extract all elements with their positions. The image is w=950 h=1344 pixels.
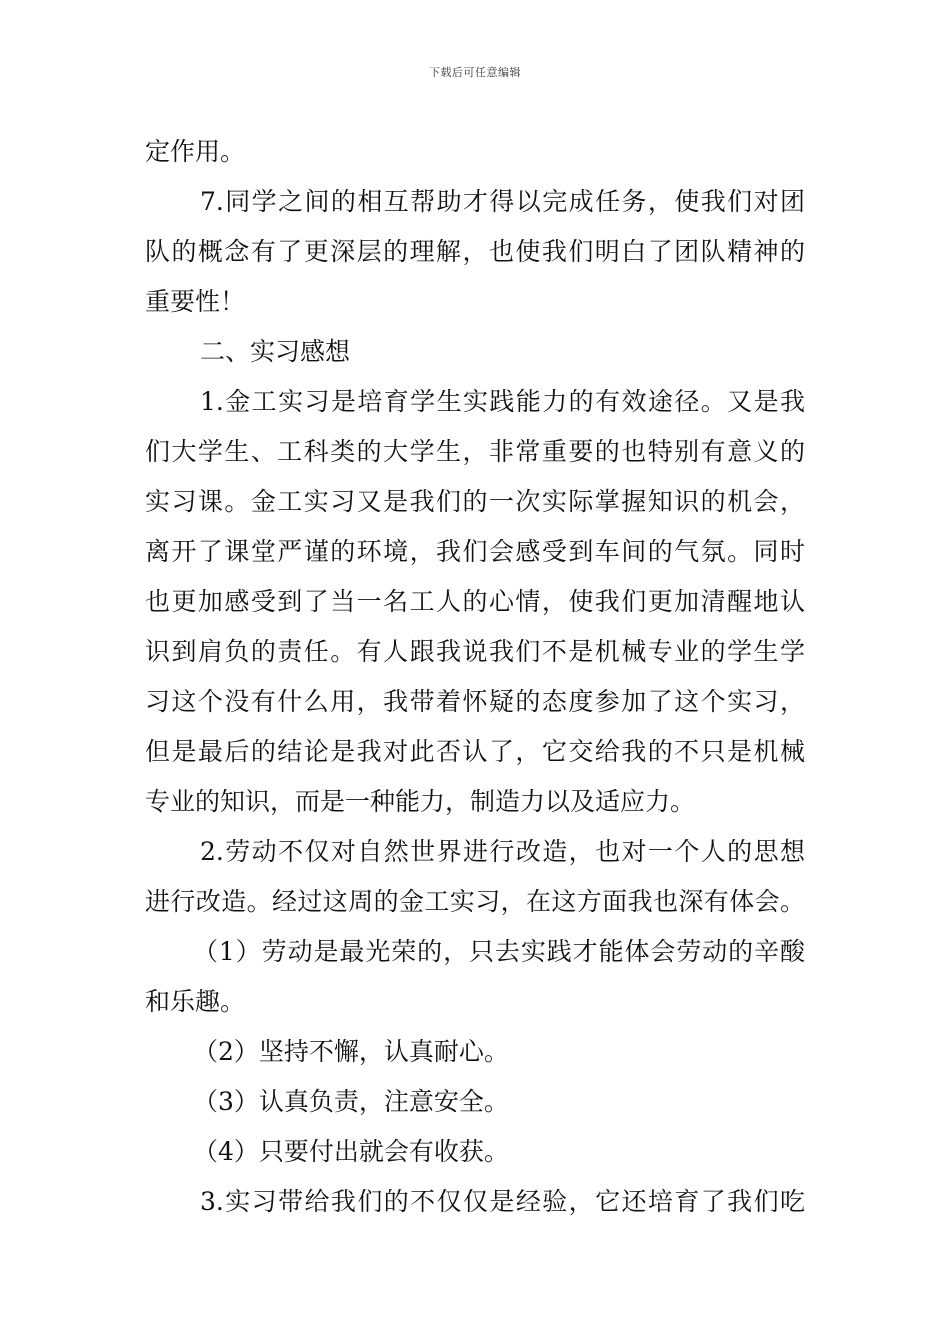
section-heading: 二、实习感想 — [200, 337, 351, 366]
text-line: 习这个没有什么用，我带着怀疑的态度参加了这个实习， — [145, 687, 805, 716]
text-line: 实习课。金工实习又是我们的一次实际掌握知识的机会， — [145, 487, 805, 516]
text-line: 定作用。 — [145, 137, 246, 166]
text-line: 识到肩负的责任。有人跟我说我们不是机械专业的学生学 — [145, 637, 805, 666]
text-line: 也更加感受到了当一名工人的心情，使我们更加清醒地认 — [145, 587, 805, 616]
text-line: （2）坚持不懈，认真耐心。 — [193, 1037, 509, 1066]
page-header-note: 下载后可任意编辑 — [429, 66, 521, 79]
text-line: 重要性！ — [145, 287, 246, 316]
text-line: 队的概念有了更深层的理解，也使我们明白了团队精神的 — [145, 237, 805, 266]
text-line: 们大学生、工科类的大学生，非常重要的也特别有意义的 — [145, 437, 805, 466]
text-line: 2.劳动不仅对自然世界进行改造，也对一个人的思想 — [200, 837, 805, 866]
text-line: 7.同学之间的相互帮助才得以完成任务，使我们对团 — [200, 187, 805, 216]
text-line: 进行改造。经过这周的金工实习，在这方面我也深有体会。 — [145, 887, 805, 916]
document-body — [145, 127, 805, 1227]
text-line: （3）认真负责，注意安全。 — [193, 1087, 509, 1116]
text-line: 和乐趣。 — [145, 987, 246, 1016]
text-line: 3.实习带给我们的不仅仅是经验，它还培育了我们吃 — [200, 1187, 805, 1216]
text-line: 专业的知识，而是一种能力，制造力以及适应力。 — [145, 787, 696, 816]
text-line: 但是最后的结论是我对此否认了，它交给我的不只是机械 — [145, 737, 805, 766]
text-line: （4）只要付出就会有收获。 — [193, 1137, 509, 1166]
text-line: 1.金工实习是培育学生实践能力的有效途径。又是我 — [200, 387, 805, 416]
text-line: （1）劳动是最光荣的，只去实践才能体会劳动的辛酸 — [193, 937, 805, 966]
text-line: 离开了课堂严谨的环境，我们会感受到车间的气氛。同时 — [145, 537, 805, 566]
